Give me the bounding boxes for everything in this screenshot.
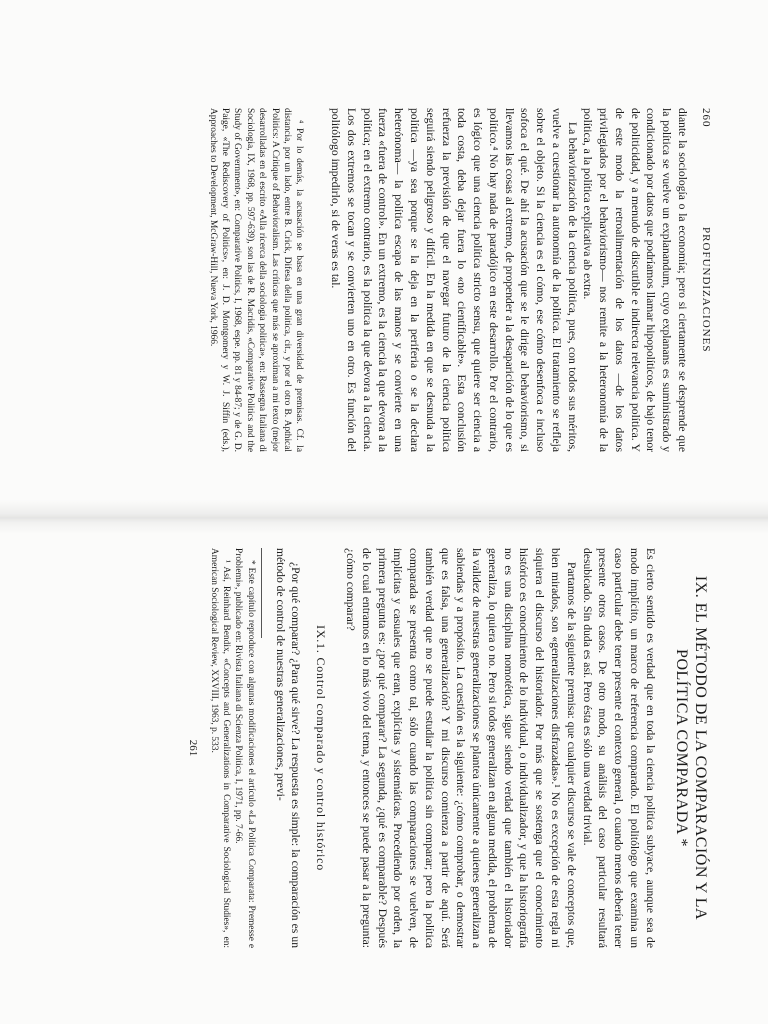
right-paragraph-2: Partamos de la siguiente premisa: que cualquier discurso se vale de conceptos que, bien mirados, son «generalizaciones disfrazadas».¹ No es excepción de esta regla ni siquiera el discurso del historiador. Por más que se sostenga que el conocimiento histórico es conocimiento de lo individual, o individualizador, y que la historiografía no es una disciplina nomotética, sigue siendo verdad que también el historiador generaliza, lo quiera o no. Pero si todos generalizan en alguna medida, el problema de la validez de nuestras generalizaciones se plantea únicamente a quienes generalizan a sabiendas y a propósito. La cuestión es la siguiente: ¿cómo comprobar, o demostrar que es falsa, una generalización? Y mi discurso comienza a partir de aquí. Será también verdad que no se puede estudiar la política sin comparar; pero la política comparada se presenta como tal, sólo cuando las comparaciones se vuelven, de implícitas y casuales que eran, explícitas y sistemáticas. Procediendo por orden, la primera pregunta es: ¿por qué comparar? La segunda, ¿qué es comparable? Después de lo cual entramos en lo más vivo del tema, y entonces se puede pasar a la pregunta: ¿cómo comparar? [344, 548, 578, 948]
right-page-number: 261 [187, 739, 200, 757]
left-body-text [327, 108, 690, 452]
right-footnote-1: ¹ Así, Reinhard Bendix, «Concepts and Generalizations in Comparative Sociological Studies», en: American Sociological Review, XXVIII, 1963, p. 533. [208, 548, 231, 948]
section-paragraph-1: ¿Por qué comparar? ¿Para qué sirve? La respuesta es simple: la comparación es un método de control de nuestras generalizaciones, previ- [273, 548, 303, 948]
right-page [187, 548, 710, 948]
left-paragraph-2: La behaviorización de la ciencia política, pues, con todos sus méritos, vuelve a cuestionar la autonomía de la política. El tratamiento se refleja sobre el objeto. Si la ciencia es el cómo, ese cómo desenfoca e incluso sofoca el qué. De ahí la acusación que se le dirige al behaviorismo, si llevamos las cosas al extremo, de propender a la desaparición de lo que es político.⁴ No hay nada de paradójico en este desarrollo. Por el contrario, es lógico que una ciencia política stricto sensu, que quiere ser ciencia a toda costa, deba dejar fuera lo «no científicable». Esta conclusión refuerza la previsión de que el navegar futuro de la ciencia política seguirá siendo peligroso y difícil. En la medida en que se desnuda a la política —ya sea porque se la deja en la periferia o se la declara heterónoma— la política escapa de las manos y se convierte en una fuerza «fuera de control». En un extremo, es la ciencia la que devora a la política; en el extremo contrario, es la política la que devora a la ciencia. Los dos extremos se tocan y se convierten uno en otro. Es función del politólogo impedirlo, si de veras es tal. [329, 108, 579, 452]
running-head-title: PROFUNDIZACIONES [700, 227, 712, 353]
section-body-text [272, 548, 304, 948]
left-page-number: 260 [700, 108, 712, 128]
book-gutter [0, 500, 768, 534]
left-page [207, 108, 712, 452]
footnote-divider [261, 548, 262, 638]
right-footnote-star: * Este capítulo reproduce con algunas modificaciones el artículo «La Política Comparata: Premesse e Problemi», publicado en: Rivista Italiana di Scienza Politica, I, 1971, pp. 7-66. [233, 548, 256, 948]
left-paragraph-1: diante la sociología o la economía; pero si ciertamente se desprende que la política se vuelve un explanandum, cuyo explanans es suministrado y condicionado por datos que podríamos llamar hipopolíticos, de bajo tenor de politicidad, y a menudo de discutible e indirecta relevancia política. Y de este modo la retroalimentación de los datos —de los datos privilegiados por el behaviorismo— nos remite a la heteronomía de la política, a la política explicativa ab extra. [581, 108, 689, 452]
right-paragraph-1: Es cierto sentido es verdad que en toda la ciencia política subyace, aunque sea de modo implícito, un marco de referencia comparado. El politólogo que examina un caso particular debe tener presente el contexto general, o cuando menos debería tener presente otros casos. De otro modo, su análisis del caso particular resultará desubicado. Sin duda es así. Pero ésta es sólo una verdad trivial. [580, 548, 657, 948]
left-footnotes [206, 108, 305, 452]
right-footnotes [207, 548, 262, 948]
left-running-head [700, 108, 712, 452]
chapter-title: IX. EL MÉTODO DE LA COMPARACIÓN Y LA POLÍTICA COMPARADA * [672, 575, 709, 921]
left-footnote-4: ⁴ Por lo demás, la acusación se basa en una gran diversidad de premisas. Cf. la distancia, por un lado, entre B. Crick, Difesa della politica, cit., y por el otro B. Apthical Politics: A Critique of Behavioralism. Las críticas que más se aproximan a mi texto (mejor desarrolladas en el escrito «Alla ricerca della sociologia politica», en: Rassegna Italiana di Sociologia, IX, 1968, pp. 597-639), son las de R. Macridis, «Comparative Politics and the Study of Government», en: Comparative Politics, I, 1968, espe. pp. 81 y 84-87; y de G. D. Paige, «The Rediscovery of Politics», en: J. D. Montgomery y W. J. Siffin (eds.), Approaches to Development, McGraw-Hill, Nueva York, 1966. [207, 108, 305, 452]
section-heading: IX.1. Control comparado y control histórico [314, 624, 329, 872]
right-body-text [342, 548, 657, 948]
